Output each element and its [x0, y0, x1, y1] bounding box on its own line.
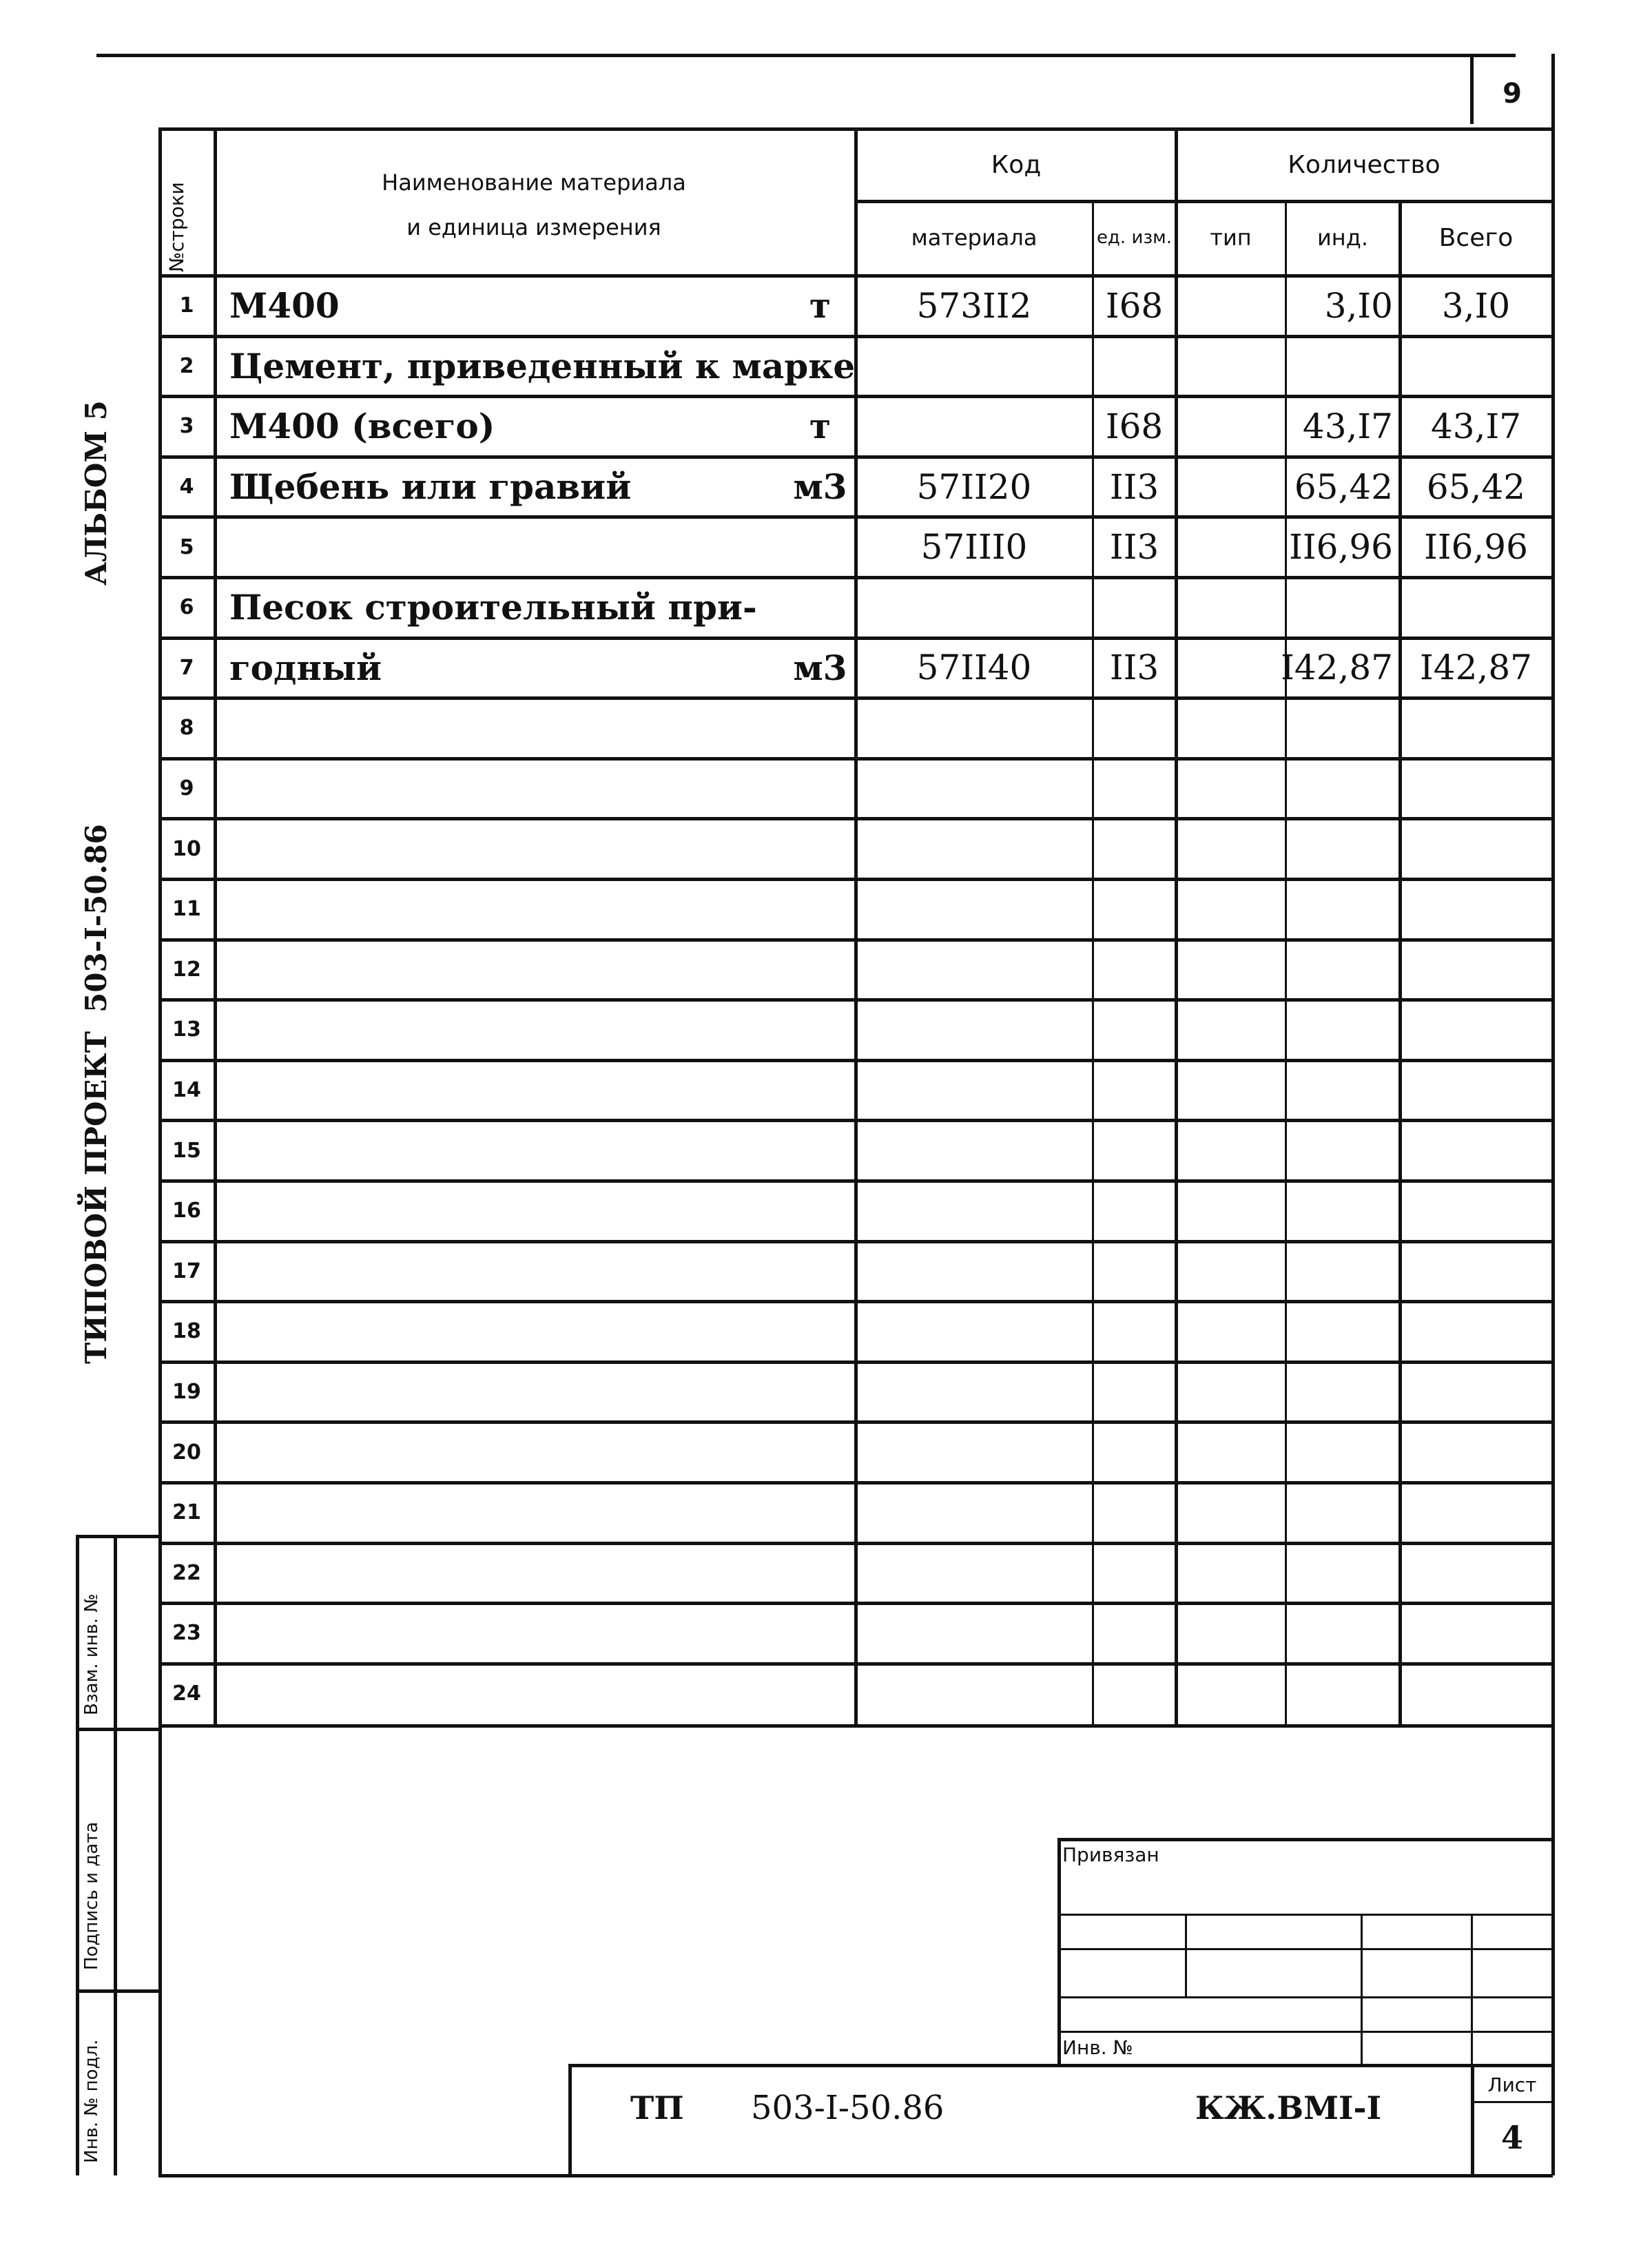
cell-ind	[1288, 1606, 1397, 1661]
cell-n: 19	[172, 1380, 201, 1405]
cell-ed	[1095, 942, 1173, 997]
cell-tip	[1178, 882, 1283, 937]
cell-n: 15	[172, 1138, 201, 1163]
cell-n: 7	[179, 655, 194, 680]
cell-name	[217, 882, 781, 937]
cell-ind	[1288, 701, 1397, 756]
cell-tip	[1178, 1606, 1283, 1661]
cell-total	[1402, 1183, 1550, 1239]
cell-tip	[1178, 641, 1283, 696]
cell-ed: II3	[1109, 648, 1159, 688]
cell-n: 23	[172, 1621, 201, 1646]
cell-unit	[765, 1365, 863, 1420]
stamp-tp: ТП	[630, 2089, 684, 2127]
cell-name	[217, 1606, 781, 1661]
cell-tip	[1178, 1002, 1283, 1057]
cell-n: 6	[179, 595, 194, 620]
header-code: Код	[991, 150, 1042, 179]
cell-code	[858, 1123, 1091, 1178]
cell-name	[217, 1244, 781, 1299]
cell-n: 14	[172, 1078, 201, 1103]
cell-code	[858, 1365, 1091, 1420]
cell-name	[217, 821, 781, 876]
cell-ed	[1095, 1002, 1173, 1057]
cell-tip	[1178, 580, 1283, 635]
cell-total	[1402, 1546, 1550, 1601]
cell-ind	[1288, 942, 1397, 997]
cell-ind	[1288, 1244, 1397, 1299]
cell-ind: 65,42	[1294, 466, 1393, 507]
label-inv-podl: Инв. № подл.	[81, 2039, 102, 2163]
cell-ed: II3	[1109, 466, 1159, 507]
margin-strip-left	[76, 1535, 79, 2175]
cell-n: 10	[172, 836, 201, 861]
cell-n: 8	[179, 716, 194, 741]
cell-total: I42,87	[1420, 648, 1532, 688]
cell-tip	[1178, 821, 1283, 876]
cell-ind: I42,87	[1281, 648, 1393, 688]
cell-tip	[1178, 761, 1283, 816]
cell-code	[858, 942, 1091, 997]
cell-total: 43,I7	[1430, 406, 1522, 446]
cell-code	[858, 882, 1091, 937]
cell-n: 11	[172, 897, 201, 922]
cell-code	[858, 1546, 1091, 1601]
cell-tip	[1178, 1425, 1283, 1480]
cell-unit	[765, 761, 863, 816]
cell-ed	[1095, 580, 1173, 635]
cell-ed	[1095, 1304, 1173, 1359]
label-vzam-inv: Взам. инв. №	[81, 1593, 102, 1715]
cell-code	[858, 1002, 1091, 1057]
cell-n: 20	[172, 1440, 201, 1465]
cell-name	[217, 519, 781, 575]
cell-ed: I68	[1105, 406, 1164, 446]
header-name-line2: и единица измерения	[406, 214, 661, 240]
cell-total	[1402, 1304, 1550, 1359]
cell-ind	[1288, 1666, 1397, 1721]
cell-n: 9	[179, 776, 194, 801]
margin-divider-2	[76, 1989, 158, 1993]
cell-tip	[1178, 459, 1283, 515]
cell-unit	[765, 1002, 863, 1057]
cell-ed	[1095, 1123, 1173, 1178]
cell-unit	[765, 882, 863, 937]
cell-ed	[1095, 1546, 1173, 1601]
cell-ed	[1095, 339, 1173, 394]
cell-tip	[1178, 1365, 1283, 1420]
cell-ed	[1095, 701, 1173, 756]
cell-total	[1402, 1425, 1550, 1480]
cell-name	[217, 1666, 781, 1721]
header-name-line1: Наименование материала	[382, 169, 686, 196]
stamp-sheet-label: Лист	[1487, 2073, 1537, 2096]
cell-code	[858, 1425, 1091, 1480]
cell-code	[858, 821, 1091, 876]
cell-ed	[1095, 1425, 1173, 1480]
cell-ind: II6,96	[1289, 527, 1393, 568]
stamp-privyazan: Привязан	[1062, 1843, 1159, 1866]
cell-n: 13	[172, 1017, 201, 1042]
cell-ed	[1095, 882, 1173, 937]
cell-ind	[1288, 1304, 1397, 1359]
cell-unit	[765, 701, 863, 756]
cell-tip	[1178, 339, 1283, 394]
cell-ed	[1095, 1063, 1173, 1118]
side-label-typical-project: ТИПОВОЙ ПРОЕКТ	[79, 1031, 113, 1364]
cell-total	[1402, 942, 1550, 997]
cell-unit	[765, 1606, 863, 1661]
cell-ind	[1288, 1183, 1397, 1239]
cell-n: 1	[179, 293, 194, 318]
margin-strip-top	[76, 1535, 158, 1538]
cell-ind	[1288, 1063, 1397, 1118]
cell-tip	[1178, 1666, 1283, 1721]
cell-code: 57II40	[916, 648, 1032, 688]
cell-code	[858, 761, 1091, 816]
cell-ed	[1095, 1183, 1173, 1239]
cell-ind	[1288, 1002, 1397, 1057]
cell-code	[858, 1063, 1091, 1118]
cell-ind	[1288, 1123, 1397, 1178]
cell-total	[1402, 701, 1550, 756]
side-label-album: АЛЬБОМ 5	[79, 400, 113, 586]
cell-n: 18	[172, 1319, 201, 1344]
cell-unit	[765, 1546, 863, 1601]
cell-n: 5	[179, 535, 194, 559]
cell-name	[217, 1485, 781, 1540]
cell-name: М400	[229, 285, 340, 327]
header-row-no: №строки	[165, 182, 188, 272]
header-qty-ind: инд.	[1317, 225, 1368, 251]
cell-tip	[1178, 1123, 1283, 1178]
cell-ind	[1288, 761, 1397, 816]
cell-total	[1402, 1485, 1550, 1540]
stamp-inv-no: Инв. №	[1062, 2036, 1133, 2059]
cell-ed: I68	[1105, 285, 1164, 326]
cell-unit	[765, 942, 863, 997]
cell-total	[1402, 821, 1550, 876]
header-quantity: Количество	[1288, 150, 1441, 179]
cell-ind	[1288, 1485, 1397, 1540]
cell-n: 17	[172, 1259, 201, 1283]
cell-n: 12	[172, 957, 201, 982]
cell-total	[1402, 1123, 1550, 1178]
cell-total	[1402, 1365, 1550, 1420]
cell-code	[858, 1666, 1091, 1721]
cell-unit	[765, 519, 863, 575]
cell-name	[217, 1304, 781, 1359]
cell-code	[858, 1606, 1091, 1661]
margin-strip-right	[114, 1535, 117, 2175]
cell-ind: 3,I0	[1324, 285, 1393, 326]
cell-tip	[1178, 701, 1283, 756]
cell-code	[858, 1304, 1091, 1359]
cell-total	[1402, 339, 1550, 394]
cell-unit: м3	[793, 647, 847, 688]
cell-unit	[765, 339, 863, 394]
cell-unit	[765, 1485, 863, 1540]
cell-unit	[765, 1123, 863, 1178]
cell-code	[858, 399, 1091, 454]
cell-total	[1402, 1666, 1550, 1721]
cell-ind	[1288, 882, 1397, 937]
cell-unit	[765, 1425, 863, 1480]
cell-tip	[1178, 1063, 1283, 1118]
cell-unit	[765, 580, 863, 635]
cell-n: 21	[172, 1500, 201, 1525]
cell-code	[858, 1183, 1091, 1239]
cell-unit	[765, 1304, 863, 1359]
cell-tip	[1178, 1244, 1283, 1299]
cell-n: 22	[172, 1560, 201, 1585]
cell-name	[217, 942, 781, 997]
cell-total	[1402, 761, 1550, 816]
cell-name: М400 (всего)	[229, 406, 495, 447]
cell-ed: II3	[1109, 527, 1159, 568]
page-number: 9	[1503, 78, 1522, 110]
cell-name: Щебень или гравий	[229, 466, 632, 508]
cell-ind	[1288, 1546, 1397, 1601]
cell-ind	[1288, 821, 1397, 876]
cell-tip	[1178, 1546, 1283, 1601]
cell-tip	[1178, 1183, 1283, 1239]
cell-n: 24	[172, 1682, 201, 1706]
cell-unit: м3	[793, 466, 847, 508]
cell-name	[217, 1183, 781, 1239]
cell-total	[1402, 882, 1550, 937]
side-label-project-code: 503-I-50.86	[79, 824, 113, 1013]
cell-total	[1402, 580, 1550, 635]
top-border	[96, 54, 1516, 57]
cell-name	[217, 1425, 781, 1480]
stamp-doc-number: 503-I-50.86	[751, 2089, 944, 2127]
cell-unit	[765, 821, 863, 876]
cell-tip	[1178, 1304, 1283, 1359]
cell-code	[858, 701, 1091, 756]
cell-total: II6,96	[1424, 527, 1528, 568]
header-code-material: материала	[911, 225, 1037, 251]
cell-name	[217, 1063, 781, 1118]
cell-tip	[1178, 1485, 1283, 1540]
cell-tip	[1178, 942, 1283, 997]
cell-ed	[1095, 1365, 1173, 1420]
cell-name	[217, 1123, 781, 1178]
cell-tip	[1178, 278, 1283, 333]
stamp-mark: КЖ.ВМI-I	[1195, 2089, 1382, 2127]
cell-total: 65,42	[1426, 466, 1526, 507]
page-number-box-left	[1470, 54, 1474, 124]
cell-code: 57III0	[920, 527, 1028, 568]
cell-tip	[1178, 519, 1283, 575]
cell-n: 4	[179, 475, 194, 499]
cell-ind: 43,I7	[1302, 406, 1393, 446]
cell-ed	[1095, 1606, 1173, 1661]
cell-code	[858, 1485, 1091, 1540]
cell-name	[217, 1002, 781, 1057]
cell-name: годный	[229, 647, 382, 688]
cell-name	[217, 1546, 781, 1601]
cell-total	[1402, 1244, 1550, 1299]
cell-tip	[1178, 399, 1283, 454]
cell-unit: т	[809, 406, 831, 447]
cell-ind	[1288, 580, 1397, 635]
cell-total: 3,I0	[1441, 285, 1511, 326]
margin-divider-1	[76, 1728, 158, 1731]
cell-code	[858, 339, 1091, 394]
stamp-sheet-number: 4	[1500, 2119, 1523, 2156]
cell-ed	[1095, 1485, 1173, 1540]
header-qty-tip: тип	[1210, 225, 1252, 251]
cell-code: 57II20	[916, 466, 1032, 507]
header-code-unit: ед. изм.	[1096, 227, 1173, 248]
cell-ed	[1095, 821, 1173, 876]
cell-unit	[765, 1666, 863, 1721]
cell-code: 573II2	[916, 285, 1032, 326]
cell-unit	[765, 1244, 863, 1299]
cell-unit	[765, 1063, 863, 1118]
cell-ed	[1095, 761, 1173, 816]
cell-code	[858, 1244, 1091, 1299]
page-right-border	[1551, 54, 1555, 2175]
cell-total	[1402, 1063, 1550, 1118]
cell-name	[217, 1365, 781, 1420]
cell-total	[1402, 1002, 1550, 1057]
cell-code	[858, 580, 1091, 635]
cell-name: Цемент, приведенный к марке	[229, 345, 856, 386]
cell-total	[1402, 1606, 1550, 1661]
cell-ed	[1095, 1244, 1173, 1299]
header-qty-total: Всего	[1438, 223, 1514, 252]
cell-ind	[1288, 1425, 1397, 1480]
label-podpis-data: Подпись и дата	[81, 1821, 102, 1970]
cell-ed	[1095, 1666, 1173, 1721]
cell-name	[217, 701, 781, 756]
cell-unit	[765, 1183, 863, 1239]
cell-ind	[1288, 1365, 1397, 1420]
cell-unit: т	[809, 285, 831, 327]
cell-n: 16	[172, 1199, 201, 1223]
cell-ind	[1288, 339, 1397, 394]
cell-name	[217, 761, 781, 816]
cell-n: 3	[179, 414, 194, 439]
cell-name: Песок строительный при-	[229, 587, 757, 628]
cell-n: 2	[179, 353, 194, 378]
